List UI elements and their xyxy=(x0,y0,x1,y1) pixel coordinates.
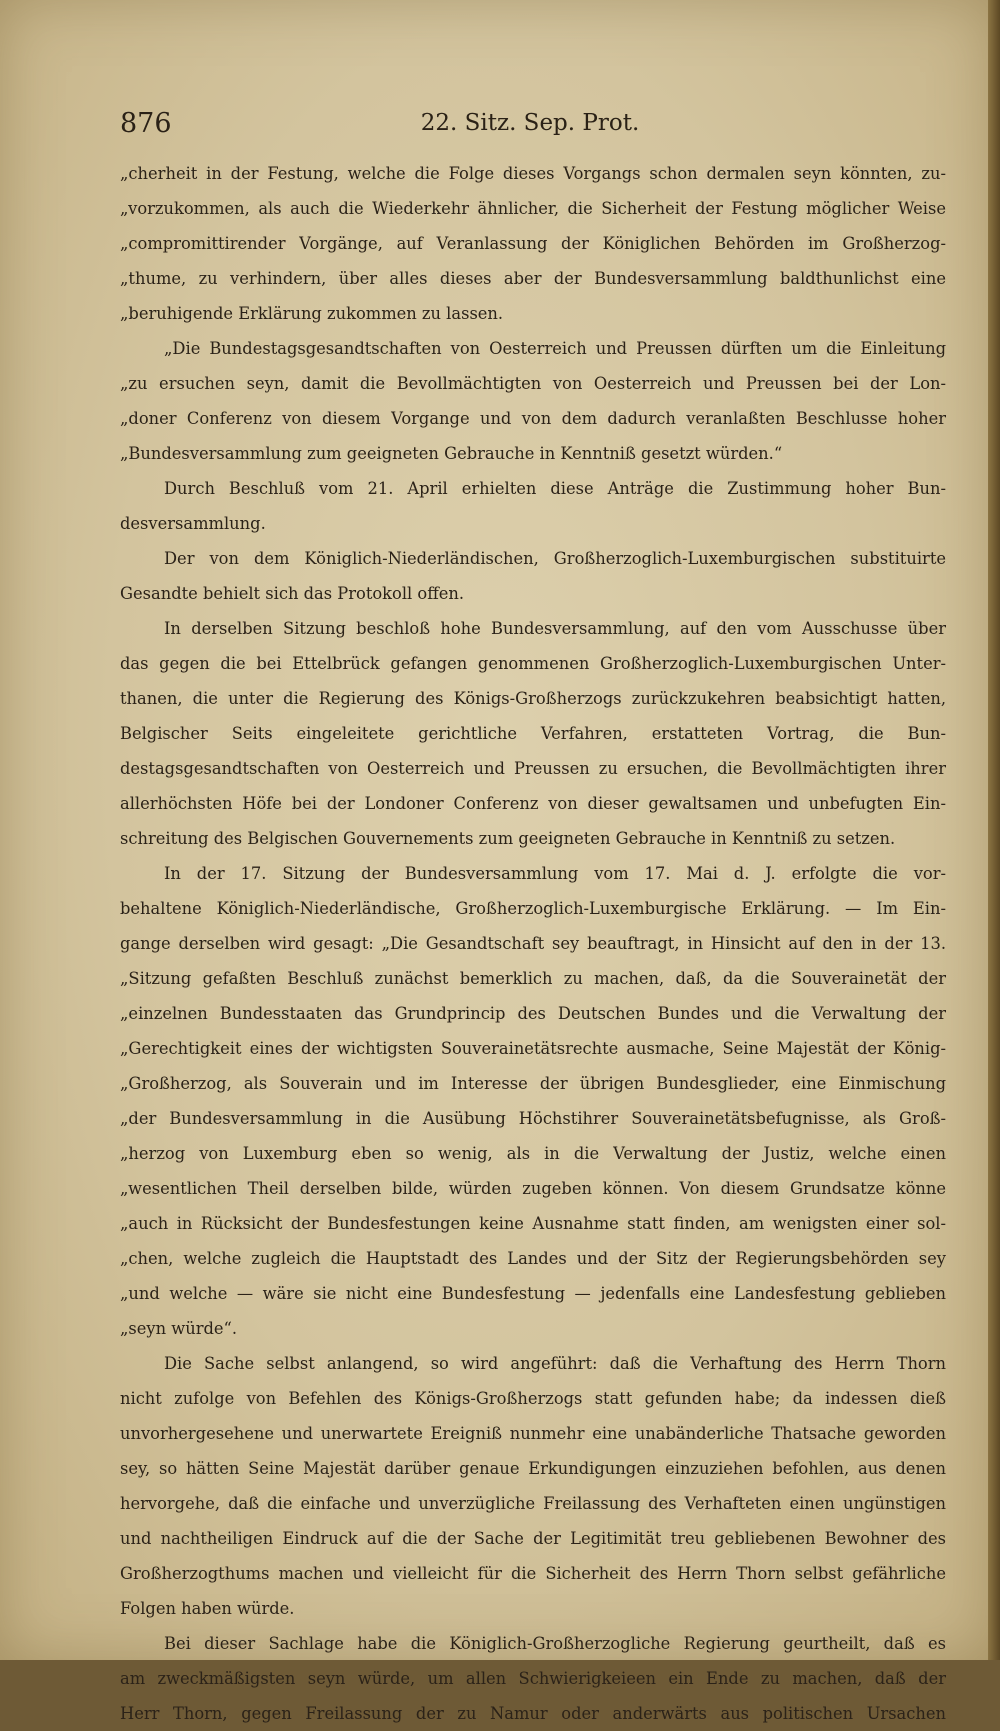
text-line: „thume, zu verhindern, über alles dieses aber der Bundesversammlung baldthunlichst eine xyxy=(120,269,946,288)
text-line: thanen, die unter die Regierung des Königs-Großherzogs zurückzukehren beabsichtigt hatten, xyxy=(120,689,946,708)
text-line: das gegen die bei Ettelbrück gefangen genommenen Großherzoglich-Luxemburgischen Unter- xyxy=(120,654,946,673)
paragraph xyxy=(120,1346,946,1626)
text-line: unvorhergesehene und unerwartete Ereigniß nunmehr eine unabänderliche Thatsache geworden xyxy=(120,1424,946,1443)
text-line: am zweckmäßigsten seyn würde, um allen Schwierigkeieen ein Ende zu machen, daß der xyxy=(120,1669,946,1688)
text-line: Die Sache selbst anlangend, so wird angeführt: daß die Verhaftung des Herrn Thorn xyxy=(164,1354,946,1373)
text-line: „Sitzung gefaßten Beschluß zunächst bemerklich zu machen, daß, da die Souverainetät der xyxy=(120,969,946,988)
page-header xyxy=(120,108,940,148)
text-line: „compromittirender Vorgänge, auf Veranlassung der Königlichen Behörden im Großherzog- xyxy=(120,234,946,253)
text-line: destagsgesandtschaften von Oesterreich und Preussen zu ersuchen, die Bevollmächtigten ihrer xyxy=(120,759,946,778)
paragraph xyxy=(120,856,946,1346)
text-line: nicht zufolge von Befehlen des Königs-Großherzogs statt gefunden habe; da indessen dieß xyxy=(120,1389,946,1408)
text-line: sey, so hätten Seine Majestät darüber genaue Erkundigungen einzuziehen befohlen, aus denen xyxy=(120,1459,946,1478)
body-text xyxy=(120,156,946,1731)
text-line: „auch in Rücksicht der Bundesfestungen keine Ausnahme statt finden, am wenigsten einer sol- xyxy=(120,1214,946,1233)
page-edge xyxy=(988,0,1000,1660)
text-line: gange derselben wird gesagt: „Die Gesandtschaft sey beauftragt, in Hinsicht auf den in der 13. xyxy=(120,934,946,953)
text-line: „wesentlichen Theil derselben bilde, würden zugeben können. Von diesem Grundsatze könne xyxy=(120,1179,946,1198)
paragraph xyxy=(120,611,946,856)
text-line: „und welche — wäre sie nicht eine Bundesfestung — jedenfalls eine Landesfestung geblieben xyxy=(120,1284,946,1303)
text-line: „einzelnen Bundesstaaten das Grundprincip des Deutschen Bundes und die Verwaltung der xyxy=(120,1004,946,1023)
paragraph xyxy=(120,331,946,471)
text-line: „Großherzog, als Souverain und im Interesse der übrigen Bundesglieder, eine Einmischung xyxy=(120,1074,946,1093)
text-line: „vorzukommen, als auch die Wiederkehr ähnlicher, die Sicherheit der Festung möglicher Weise xyxy=(120,199,946,218)
text-line: „doner Conferenz von diesem Vorgange und von dem dadurch veranlaßten Beschlusse hoher xyxy=(120,409,946,428)
text-line: Herr Thorn, gegen Freilassung der zu Namur oder anderwärts aus politischen Ursachen xyxy=(120,1704,946,1723)
text-line: „Bundesversammlung zum geeigneten Gebrauche in Kenntniß gesetzt würden.“ xyxy=(120,444,783,463)
text-line: „zu ersuchen seyn, damit die Bevollmächtigten von Oesterreich und Preussen bei der Lon- xyxy=(120,374,946,393)
text-line: desversammlung. xyxy=(120,514,266,533)
text-line: „Gerechtigkeit eines der wichtigsten Souverainetätsrechte ausmache, Seine Majestät der König- xyxy=(120,1039,946,1058)
text-line: „der Bundesversammlung in die Ausübung Höchstihrer Souverainetätsbefugnisse, als Groß- xyxy=(120,1109,946,1128)
text-line: und nachtheiligen Eindruck auf die der Sache der Legitimität treu gebliebenen Bewohner des xyxy=(120,1529,946,1548)
text-line: hervorgehe, daß die einfache und unverzügliche Freilassung des Verhafteten einen ungünstigen xyxy=(120,1494,946,1513)
text-line: Durch Beschluß vom 21. April erhielten diese Anträge die Zustimmung hoher Bun- xyxy=(164,479,946,498)
paragraph xyxy=(120,1626,946,1731)
text-line: Belgischer Seits eingeleitete gerichtliche Verfahren, erstatteten Vortrag, die Bun- xyxy=(120,724,946,743)
text-line: „chen, welche zugleich die Hauptstadt des Landes und der Sitz der Regierungsbehörden sey xyxy=(120,1249,946,1268)
text-line: In derselben Sitzung beschloß hohe Bundesversammlung, auf den vom Ausschusse über xyxy=(164,619,946,638)
text-line: „cherheit in der Festung, welche die Folge dieses Vorgangs schon dermalen seyn könnten, zu- xyxy=(120,164,946,183)
page-number: 876 xyxy=(120,108,172,139)
text-line: Bei dieser Sachlage habe die Königlich-Großherzogliche Regierung geurtheilt, daß es xyxy=(164,1634,946,1653)
paragraph xyxy=(120,471,946,541)
text-line: Folgen haben würde. xyxy=(120,1599,295,1618)
text-line: „Die Bundestagsgesandtschaften von Oesterreich und Preussen dürften um die Einleitung xyxy=(164,339,946,358)
text-line: In der 17. Sitzung der Bundesversammlung vom 17. Mai d. J. erfolgte die vor- xyxy=(164,864,946,883)
text-line: „beruhigende Erklärung zukommen zu lassen. xyxy=(120,304,504,323)
text-line: schreitung des Belgischen Gouvernements zum geeigneten Gebrauche in Kenntniß zu setzen. xyxy=(120,829,896,848)
text-line: „seyn würde“. xyxy=(120,1319,238,1338)
paragraph xyxy=(120,541,946,611)
text-line: „herzog von Luxemburg eben so wenig, als in die Verwaltung der Justiz, welche einen xyxy=(120,1144,946,1163)
paragraph xyxy=(120,156,946,331)
text-line: Gesandte behielt sich das Protokoll offen. xyxy=(120,584,465,603)
text-line: behaltene Königlich-Niederländische, Großherzoglich-Luxemburgische Erklärung. — Im Ein- xyxy=(120,899,946,918)
text-line: Großherzogthums machen und vielleicht für die Sicherheit des Herrn Thorn selbst gefährliche xyxy=(120,1564,946,1583)
text-line: Der von dem Königlich-Niederländischen, Großherzoglich-Luxemburgischen substituirte xyxy=(164,549,946,568)
text-line: allerhöchsten Höfe bei der Londoner Conferenz von dieser gewaltsamen und unbefugten Ein- xyxy=(120,794,946,813)
running-head: 22. Sitz. Sep. Prot. xyxy=(420,110,640,136)
